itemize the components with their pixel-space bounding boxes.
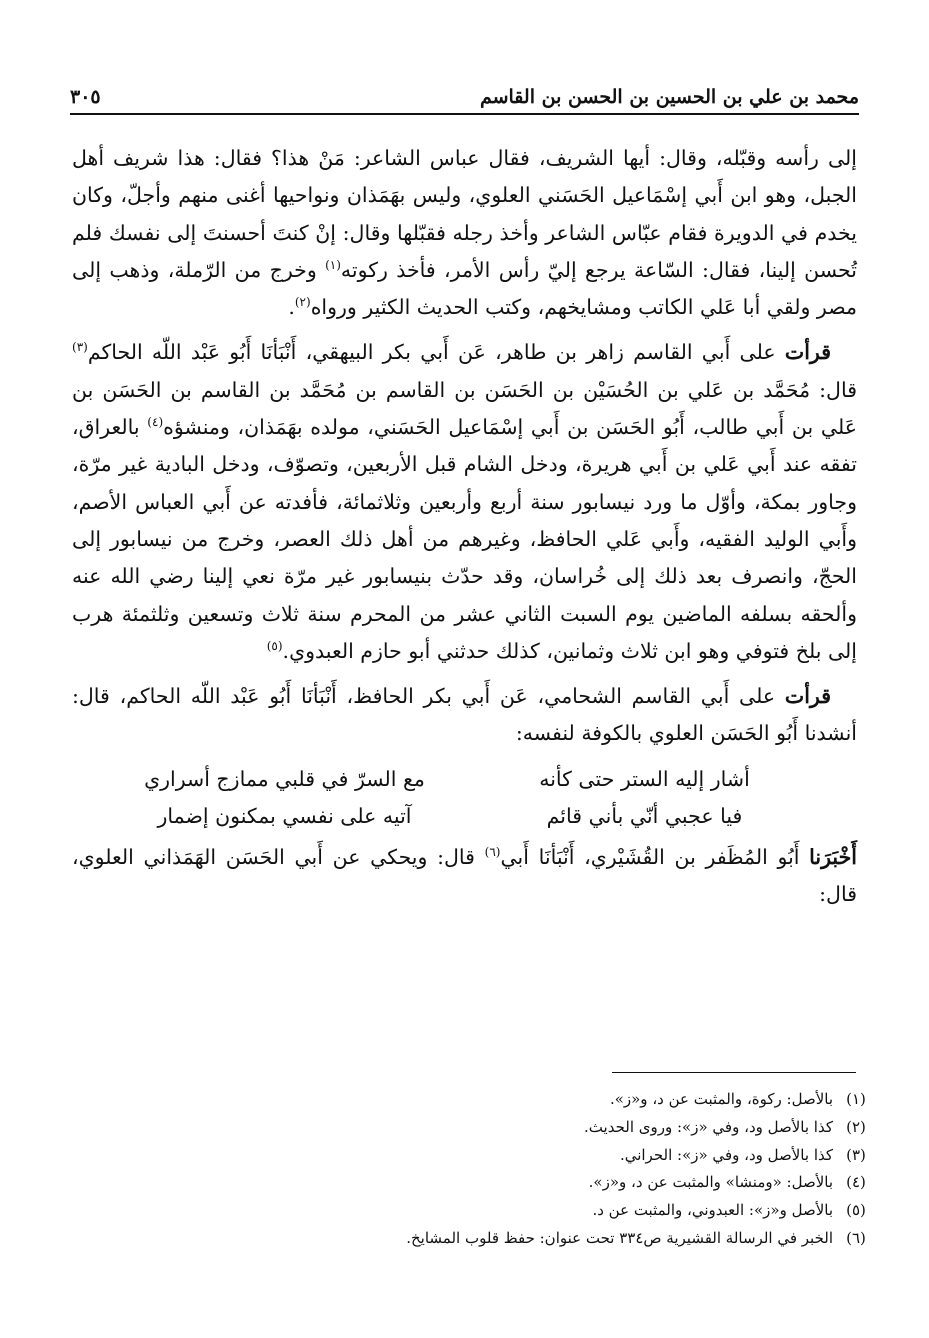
text-run: قال: ويحكي عن أَبي الحَسَن الهَمَذاني العلوي، قال: xyxy=(72,844,857,907)
footnotes xyxy=(72,1086,869,1253)
verse-line xyxy=(72,761,857,798)
footnote-item xyxy=(72,1142,869,1170)
lead-word: قرأت xyxy=(784,684,831,709)
verse-hemistich-second: آتيه على نفسي بمكنون إضمار xyxy=(157,803,412,828)
paragraph-1 xyxy=(72,140,857,326)
text-run: . xyxy=(288,295,295,320)
text-run: أَبُو المُظَفر بن القُشَيْري، أَنْبَأنَا أَبي xyxy=(500,844,810,869)
text-run: على أَبي القاسم زاهر بن طاهر، عَن أَبي بكر البيهقي، أَنْبَأنَا أَبُو عَبْد اللّه الحاكم xyxy=(87,340,785,365)
footnote-ref-5[interactable]: (٥) xyxy=(266,639,283,654)
footnote-number: (٦) xyxy=(846,1228,866,1247)
footnote-text: كذا بالأصل ود، وفي «ز»: وروى الحديث. xyxy=(584,1117,833,1136)
text-run: بالعراق، تفقه عند أَبي عَلي بن أَبي هريرة، ودخل الشام قبل الأربعين، وتصوّف، ودخل البادية غير مرّة، وجاور بمكة، وأوّل ما ورد نيسابور سنة أربع وأربعين وثلاثمائة، فأفدته عن أَبي العباس الأصم، وأَبي الوليد الفقيه، وأَبي عَلي الحافظ، وغيرهم من أهل ذلك العصر، وخرج من نيسابور إلى الحجّ، وانصرف بعد ذلك إلى خُراسان، وقد حدّث بنيسابور غير مرّة نعي إلينا رضي الله عنه وألحقه بسلفه الماضين يوم السبت الثاني عشر من المحرم سنة ثلاث وتسعين وثلثمئة هرب إلى بلخ فتوفي وهو ابن ثلاث وثمانين، كذلك حدثني أبو حازم العبدوي. xyxy=(72,415,857,663)
footnote-number: (٢) xyxy=(846,1117,866,1136)
poem-verses xyxy=(72,761,857,835)
footnote-number: (٥) xyxy=(846,1201,866,1220)
page-number: ٣٠٥ xyxy=(70,86,101,108)
footnote-item xyxy=(72,1114,869,1142)
footnote-item xyxy=(72,1225,869,1253)
verse-line xyxy=(72,798,857,835)
lead-word: أَخْبَرَنا xyxy=(809,844,857,869)
verse-hemistich-second: مع السرّ في قلبي ممازج أسراري xyxy=(144,766,425,791)
footnote-item xyxy=(72,1169,869,1197)
footnote-ref-3[interactable]: (٣) xyxy=(72,340,88,355)
text-run: وخرج من الرّملة، وذهب إلى مصر ولقي أبا عَلي الكاتب ومشايخهم، وكتب الحديث الكثير ورواه xyxy=(72,257,857,320)
lead-word: قرأت xyxy=(784,340,831,365)
text-run: على أَبي القاسم الشحامي، عَن أَبي بكر الحافظ، أَنْبَأنَا أَبُو عَبْد اللّه الحاكم، قال: أنشدنا أَبُو الحَسَن العلوي بالكوفة لنفسه: xyxy=(72,684,857,746)
verse-hemistich-first: أشار إليه الستر حتى كأنه xyxy=(539,766,750,791)
main-text xyxy=(72,140,857,921)
header-divider xyxy=(70,113,859,115)
footnote-item xyxy=(72,1086,869,1114)
footnote-ref-4[interactable]: (٤) xyxy=(147,415,164,430)
footnote-text: بالأصل و«ز»: العبدوني، والمثبت عن د. xyxy=(592,1201,833,1220)
paragraph-2 xyxy=(72,334,857,670)
footnote-item xyxy=(72,1197,869,1225)
running-title: محمد بن علي بن الحسين بن الحسن بن القاسم xyxy=(479,86,859,108)
footnote-number: (٣) xyxy=(846,1145,866,1164)
footnote-ref-6[interactable]: (٦) xyxy=(484,844,501,859)
footnote-divider xyxy=(612,1072,856,1073)
footnote-text: بالأصل: ركوة، والمثبت عن د، و«ز». xyxy=(609,1090,833,1108)
text-run: إلى رأسه وقبّله، وقال: أيها الشريف، فقال عباس الشاعر: مَنْ هذا؟ فقال: هذا شريف أهل الجبل، وهو ابن أَبي إسْمَاعيل الحَسَني العلوي، وليس بهَمَذان ونواحيها أغنى منهم وأجلّ، وكان يخدم في الدويرة فقام عبّاس الشاعر وأخذ رجله فقبّلها وقال: إنْ كنتَ أحسنتَ إلى نفسك فلم تُحسن إلينا، فقال: السّاعة يرجع إليّ رأس الأمر، فأخذ ركوته xyxy=(72,146,857,282)
footnote-text: كذا بالأصل ود، وفي «ز»: الحراني. xyxy=(619,1145,833,1164)
verse-hemistich-first: فيا عجبي أنّي بأني قائم xyxy=(546,803,743,828)
paragraph-3 xyxy=(72,678,857,753)
footnote-number: (٤) xyxy=(846,1173,866,1192)
footnote-text: الخبر في الرسالة القشيرية ص٣٣٤ تحت عنوان: حفظ قلوب المشايخ. xyxy=(406,1228,833,1247)
footnote-number: (١) xyxy=(846,1090,866,1108)
footnote-ref-2[interactable]: (٢) xyxy=(294,295,311,310)
footnote-ref-1[interactable]: (١) xyxy=(325,258,341,273)
footnote-text: بالأصل: «ومنشا» والمثبت عن د، و«ز». xyxy=(588,1173,833,1192)
text-run: قال: مُحَمَّد بن عَلي بن الحُسَيْن بن الحَسَن بن القاسم بن مُحَمَّد بن القاسم بن الحَسَن بن عَلي بن أَبي طالب، أَبُو الحَسَن بن أَبي إسْمَاعيل الحَسَني، مولده بهَمَذان، ومنشؤه xyxy=(72,377,857,440)
paragraph-4 xyxy=(72,839,857,914)
page-header xyxy=(70,64,859,108)
